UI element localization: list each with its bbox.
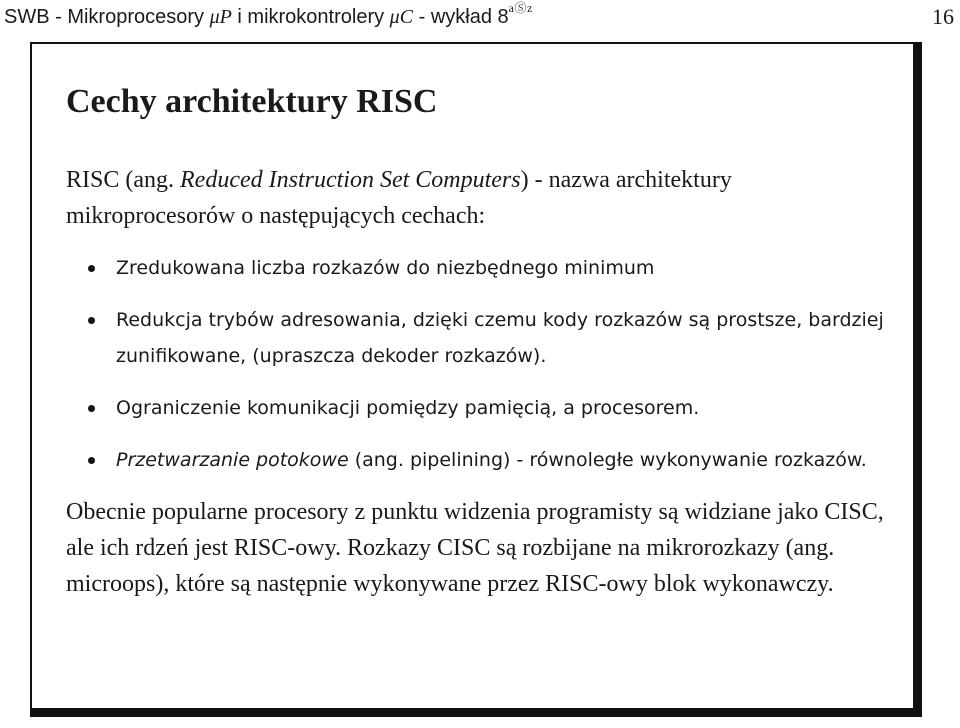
header-title-prefix: SWB - Mikroprocesory — [4, 6, 210, 28]
bullet-dot-icon — [88, 317, 95, 324]
list-item — [66, 442, 906, 478]
bullet-dot-icon — [88, 405, 95, 412]
bullet-dot-icon — [88, 265, 95, 272]
list-item-text: (ang. pipelining) - równoległe wykonywanie rozkazów. — [348, 449, 867, 471]
slide-header — [4, 2, 956, 32]
list-item — [66, 250, 906, 286]
header-mu-p: μP — [209, 6, 232, 28]
intro-paragraph — [66, 162, 906, 234]
slide-content — [66, 82, 906, 602]
slide-title: Cechy architektury RISC — [66, 83, 438, 120]
list-item-text: Redukcja trybów adresowania, dzięki czemu kody rozkazów są prostsze, bardziej zunifikowane, (upraszcza dekoder rozkazów). — [116, 309, 884, 367]
list-item — [66, 302, 906, 374]
list-item-text: Zredukowana liczba rozkazów do niezbędnego minimum — [116, 257, 655, 279]
header-superscript: aⓈz — [508, 1, 533, 16]
bullet-dot-icon — [88, 457, 95, 464]
header-title-suffix: - wykład 8 — [413, 6, 509, 28]
list-item-italic: Przetwarzanie potokowe — [116, 449, 349, 471]
header-mu-c: μC — [389, 6, 414, 28]
list-item-text: Ograniczenie komunikacji pomiędzy pamięcią, a procesorem. — [116, 397, 700, 419]
page-number: 16 — [932, 4, 954, 29]
intro-before: RISC (ang. — [66, 167, 180, 193]
list-item — [66, 390, 906, 426]
summary-paragraph: Obecnie popularne procesory z punktu widzenia programisty są widziane jako CISC, ale ich rdzeń jest RISC-owy. Rozkazy CISC są rozbijane na mikrorozkazy (ang. microops), które są następnie wykonywane przez RISC-owy blok wykonawczy. — [66, 499, 884, 597]
header-title-middle: i mikrokontrolery — [231, 6, 390, 28]
intro-after: ) - nazwa architektury mikroprocesorów o następujących cechach: — [66, 167, 732, 229]
feature-list — [66, 250, 906, 478]
intro-italic: Reduced Instruction Set Computers — [180, 167, 521, 193]
header-title — [4, 2, 533, 32]
